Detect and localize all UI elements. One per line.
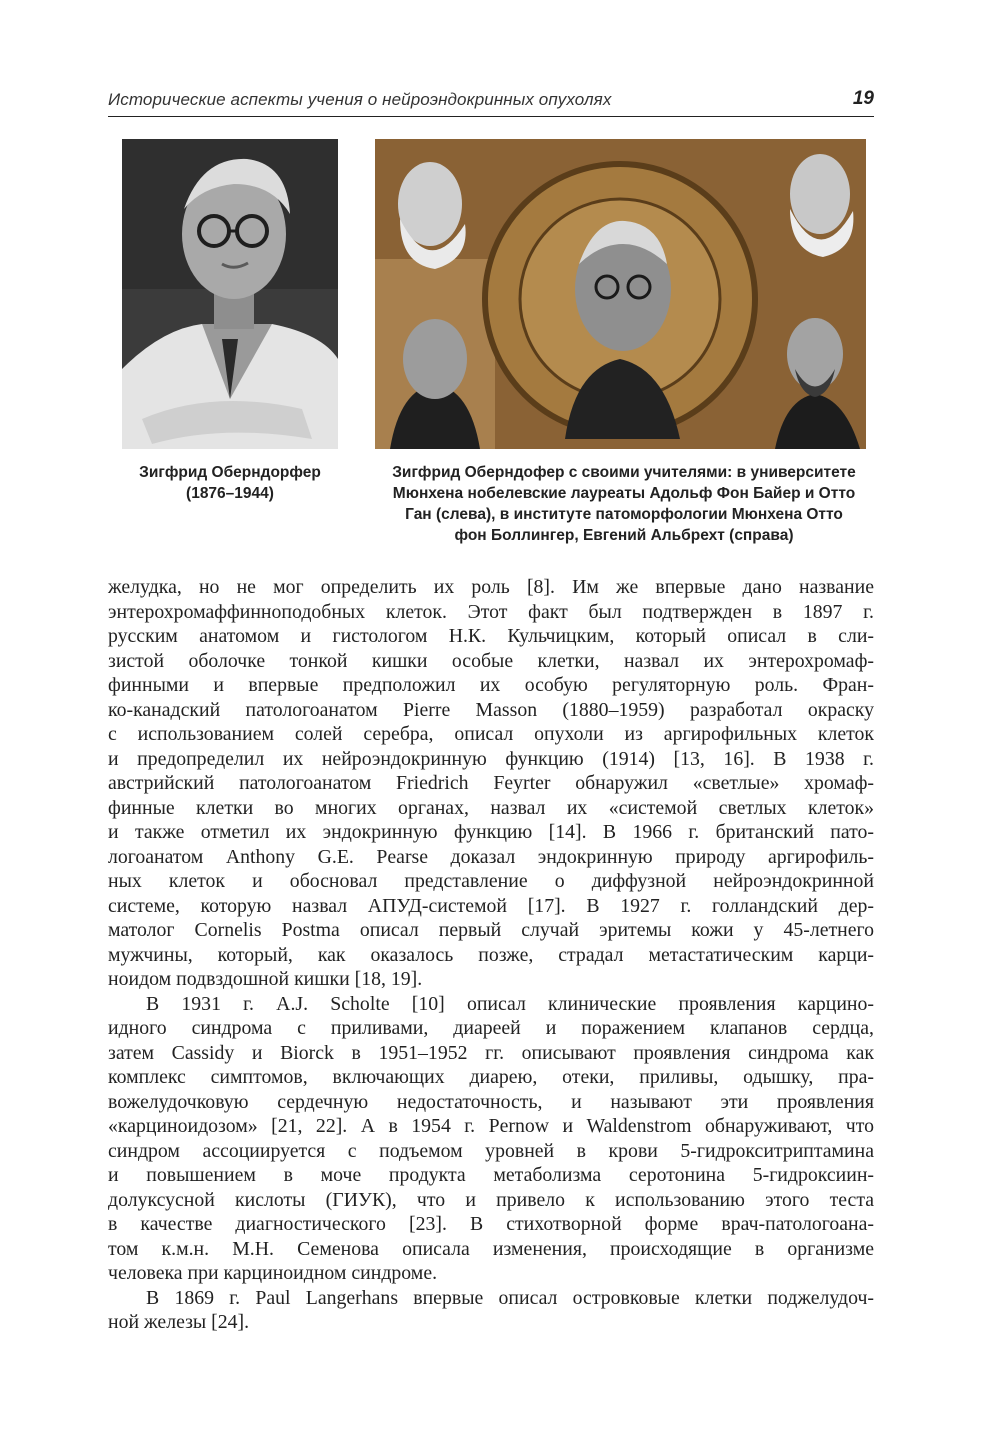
caption-line: фон Боллингер, Евгений Альбрехт (справа) [454,527,794,544]
text-line: комплекс симптомов, включающих диарею, отеки, приливы, одышку, пра- [108,1066,874,1088]
text-line: логоанатом Anthony G.E. Pearse доказал эндокринную природу аргирофиль- [108,845,874,868]
text-line: ных клеток и обосновал представление о диффузной нейроэндокринной [108,870,874,892]
body-text [108,575,874,1335]
text-line: затем Cassidy и Biorck в 1951–1952 гг. описывают проявления синдрома как [108,1041,874,1064]
text-line: вожелудочковую сердечную недостаточность, и называют эти проявления [108,1090,874,1113]
text-line: желудка, но не мог определить их роль [8]. Им же впервые дано название [108,576,874,598]
text-line: энтерохромаффинноподобных клеток. Этот факт был подтвержден в 1897 г. [108,600,874,623]
paragraph [108,575,874,992]
collage-photo [375,139,866,449]
text-line: австрийский патологоанатом Friedrich Feyrter обнаружил «светлые» хромаф- [108,772,874,794]
text-line: В 1931 г. A.J. Scholte [10] описал клинические проявления карцино- [146,992,874,1015]
text-line: с использованием солей серебра, описал опухоли из аргирофильных клеток [108,723,874,745]
text-line: ноидом подвздошной кишки [18, 19]. [108,968,423,990]
text-line: человека при карциноидном синдроме. [108,1262,438,1284]
caption-line: Ган (слева), в институте патоморфологии Мюнхена Отто [405,506,843,523]
text-line: мужчины, который, как оказалось позже, страдал метастатическим карци- [108,943,874,966]
collage-illustration [375,139,866,449]
running-title: Исторические аспекты учения о нейроэндокринных опухолях [108,90,612,109]
portrait-photo [122,139,338,449]
text-line: в качестве диагностического [23]. В стихотворной форме врач-патологоана- [108,1213,874,1235]
text-line: идного синдрома с приливами, диареей и поражением клапанов сердца, [108,1017,874,1039]
page-number: 19 [852,88,874,109]
text-line: матолог Cornelis Postma описал первый случай эритемы кожи у 45-летнего [108,919,874,941]
text-line: и также отметил их эндокринную функцию [14]. В 1966 г. британский пато- [108,821,874,843]
text-line: зистой оболочке тонкой кишки особые клетки, назвал их энтерохромаф- [108,649,874,672]
caption-line: Зигфрид Оберндорфер [139,464,321,481]
paragraph [108,992,874,1286]
caption-line: Мюнхена нобелевские лауреаты Адольф Фон Байер и Отто [392,485,856,502]
figure-caption-right [378,462,870,546]
text-line: «карциноидозом» [21, 22]. А в 1954 г. Pernow и Waldenstrom обнаруживают, что [108,1115,874,1137]
caption-line: (1876–1944) [186,485,274,502]
portrait-illustration [122,139,338,449]
text-line: синдром ассоциируется с подъемом уровней в крови 5-гидрокситриптамина [108,1139,874,1162]
paragraph [108,1286,874,1335]
figure-caption-left [122,462,338,504]
text-line: финные клетки во многих органах, назвал их «системой светлых клеток» [108,796,874,819]
caption-line: Зигфрид Оберндофер с своими учителями: в университете [392,464,856,481]
text-line: финными и впервые предположил их особую регуляторную роль. Фран- [108,674,874,696]
text-line: системе, которую назвал АПУД-системой [17]. В 1927 г. голландский дер- [108,894,874,917]
text-line: и повышением в моче продукта метаболизма серотонина 5-гидроксиин- [108,1164,874,1186]
text-line: долуксусной кислоты (ГИУК), что и привело к использованию этого теста [108,1188,874,1211]
text-line: и предопределил их нейроэндокринную функцию (1914) [13, 16]. В 1938 г. [108,747,874,770]
text-line: русским анатомом и гистологом Н.К. Кульчицким, который описал в сли- [108,625,874,647]
text-line: ной железы [24]. [108,1311,250,1333]
running-header [108,86,874,117]
text-line: В 1869 г. Paul Langerhans впервые описал островковые клетки поджелудоч- [146,1286,874,1309]
text-line: том к.м.н. М.Н. Семенова описала изменения, происходящие в организме [108,1237,874,1260]
text-line: ко-канадский патологоанатом Pierre Masson (1880–1959) разработал окраску [108,698,874,721]
